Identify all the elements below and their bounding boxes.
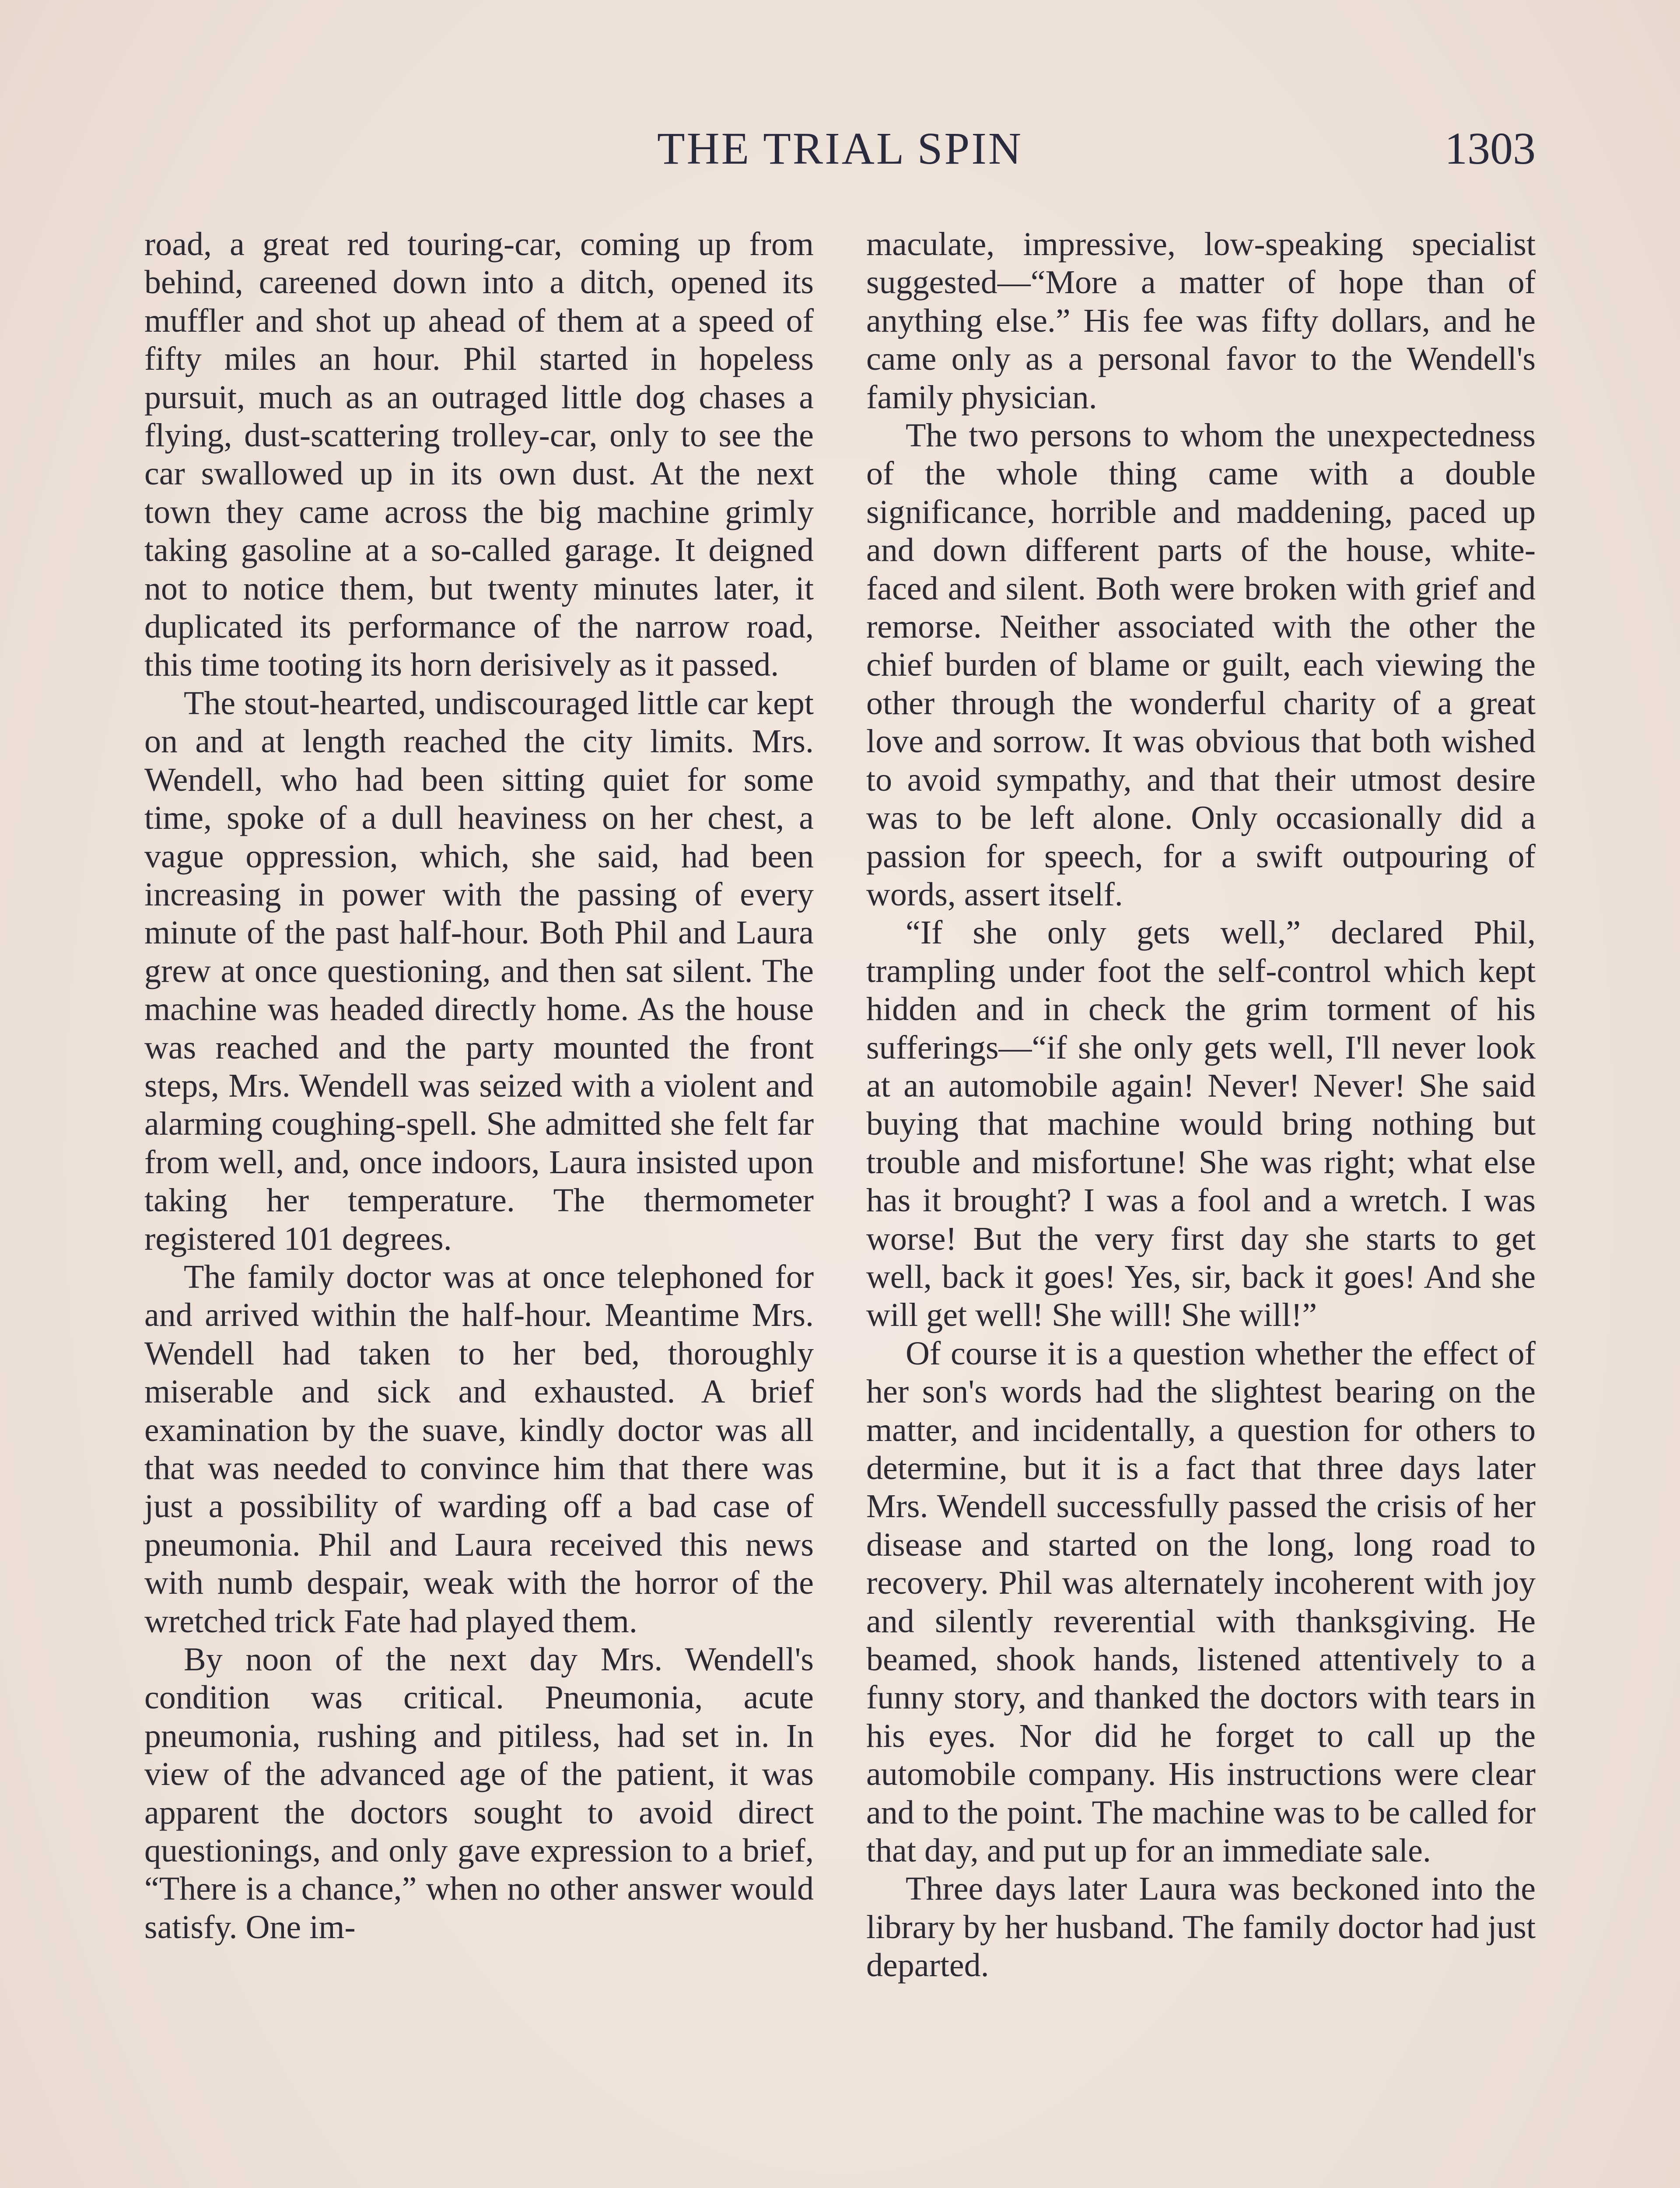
paragraph: By noon of the next day Mrs. Wendell's condition was critical. Pneumonia, acute pneumonia, rushing and pitiless, had set in. In view of the advanced age of the patient, it was apparent the doctors sought to avoid direct questionings, and only gave expression to a brief, “There is a chance,” when no other answer would satisfy. One im- — [144, 1641, 814, 1946]
paragraph: The family doctor was at once telephoned for and arrived within the half-hour. Meantime Mrs. Wendell had taken to her bed, thoroughly miserable and sick and exhausted. A brief examination by the suave, kindly doctor was all that was needed to convince him that there was just a possibility of warding off a bad case of pneumonia. Phil and Laura received this news with numb despair, weak with the horror of the wretched trick Fate had played them. — [144, 1258, 814, 1640]
running-title: THE TRIAL SPIN — [657, 123, 1023, 174]
paragraph: maculate, impressive, low-speaking specialist suggested—“More a matter of hope than of anything else.” His fee was fifty dollars, and he came only as a personal favor to the Wendell's family physician. — [866, 226, 1536, 416]
paragraph: Of course it is a question whether the effect of her son's words had the slightest bearing on the matter, and incidentally, a question for others to determine, but it is a fact that three days later Mrs. Wendell successfully passed the crisis of her disease and started on the long, long road to recovery. Phil was alternately incoherent with joy and silently reverential with thanksgiving. He beamed, shook hands, listened attentively to a funny story, and thanked the doctors with tears in his eyes. Nor did he forget to call up the automobile company. His instructions were clear and to the point. The machine was to be called for that day, and put up for an immediate sale. — [866, 1335, 1536, 1869]
page-number: 1303 — [1445, 123, 1536, 174]
page-header — [144, 123, 1536, 184]
paragraph: road, a great red touring-car, coming up from behind, careened down into a ditch, opened its muffler and shot up ahead of them at a speed of fifty miles an hour. Phil started in hopeless pursuit, much as an outraged little dog chases a flying, dust-scattering trolley-car, only to see the car swallowed up in its own dust. At the next town they came across the big machine grimly taking gasoline at a so-called garage. It deigned not to notice them, but twenty minutes later, it duplicated its performance of the narrow road, this time tooting its horn derisively as it passed. — [144, 226, 814, 684]
left-column — [144, 225, 814, 1946]
paragraph: The stout-hearted, undiscouraged little car kept on and at length reached the city limits. Mrs. Wendell, who had been sitting quiet for some time, spoke of a dull heaviness on her chest, a vague oppression, which, she said, had been increasing in power with the passing of every minute of the past half-hour. Both Phil and Laura grew at once questioning, and then sat silent. The machine was headed directly home. As the house was reached and the party mounted the front steps, Mrs. Wendell was seized with a violent and alarming coughing-spell. She admitted she felt far from well, and, once indoors, Laura insisted upon taking her temperature. The thermometer registered 101 degrees. — [144, 684, 814, 1257]
right-column — [866, 225, 1536, 1985]
paragraph: “If she only gets well,” declared Phil, trampling under foot the self-control which kept hidden and in check the grim torment of his sufferings—“if she only gets well, I'll never look at an automobile again! Never! Never! She said buying that machine would bring nothing but trouble and misfortune! She was right; what else has it brought? I was a fool and a wretch. I was worse! But the very first day she starts to get well, back it goes! Yes, sir, back it goes! And she will get well! She will! She will!” — [866, 914, 1536, 1334]
text-columns — [144, 225, 1536, 2188]
paragraph: The two persons to whom the unexpectedness of the whole thing came with a double significance, horrible and maddening, paced up and down different parts of the house, white-faced and silent. Both were broken with grief and remorse. Neither associated with the other the chief burden of blame or guilt, each viewing the other through the wonderful charity of a great love and sorrow. It was obvious that both wished to avoid sympathy, and that their utmost desire was to be left alone. Only occasionally did a passion for speech, for a swift outpouring of words, assert itself. — [866, 417, 1536, 913]
paragraph: Three days later Laura was beckoned into the library by her husband. The family doctor had just departed. — [866, 1870, 1536, 1984]
